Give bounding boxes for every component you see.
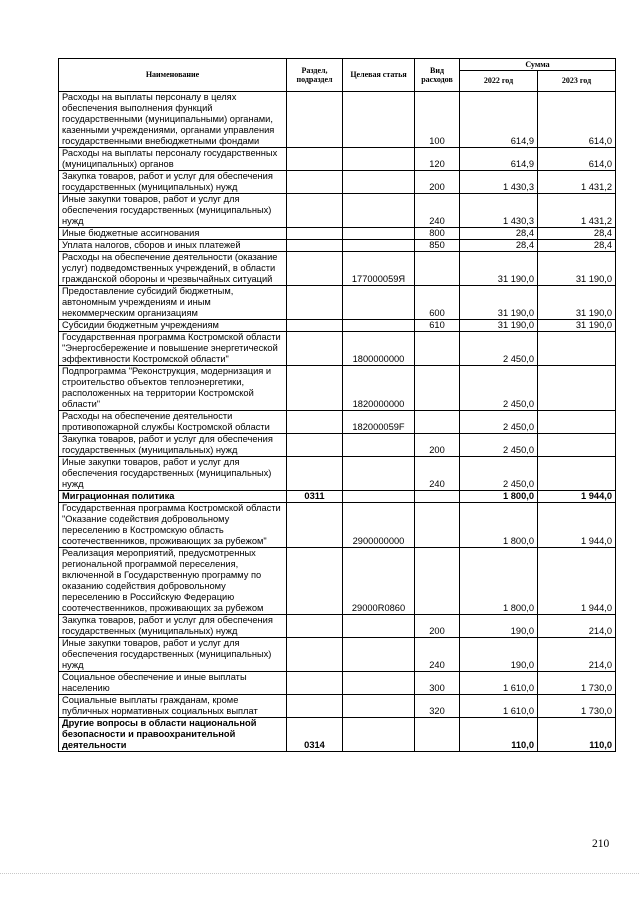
row-name: Реализация мероприятий, предусмотренных региональной программой переселения, включенной в Государственную программу по оказанию содействия добровольному переселению в Российскую Федерацию соотечественников, проживающих за рубежом — [59, 548, 287, 615]
row-target: 177000059Я — [343, 252, 415, 286]
row-sum-2023: 110,0 — [538, 718, 616, 752]
row-expense-type — [415, 332, 460, 366]
row-sum-2022: 1 430,3 — [460, 194, 538, 228]
row-sum-2022: 31 190,0 — [460, 286, 538, 320]
row-name: Закупка товаров, работ и услуг для обеспечения государственных (муниципальных) нужд — [59, 615, 287, 638]
row-section — [287, 194, 343, 228]
row-section — [287, 434, 343, 457]
row-section: 0311 — [287, 491, 343, 503]
table-row — [59, 286, 616, 320]
row-expense-type: 300 — [415, 672, 460, 695]
row-sum-2022: 614,9 — [460, 148, 538, 171]
row-section — [287, 252, 343, 286]
row-target — [343, 457, 415, 491]
row-target — [343, 171, 415, 194]
row-sum-2022: 110,0 — [460, 718, 538, 752]
row-expense-type — [415, 718, 460, 752]
row-sum-2023: 31 190,0 — [538, 286, 616, 320]
header-name: Наименование — [59, 59, 287, 92]
row-expense-type: 200 — [415, 434, 460, 457]
row-expense-type: 200 — [415, 615, 460, 638]
table-row — [59, 171, 616, 194]
row-expense-type: 600 — [415, 286, 460, 320]
row-sum-2023: 28,4 — [538, 240, 616, 252]
row-sum-2023: 31 190,0 — [538, 320, 616, 332]
row-sum-2022: 31 190,0 — [460, 320, 538, 332]
row-section — [287, 695, 343, 718]
row-sum-2022: 1 610,0 — [460, 672, 538, 695]
row-target: 182000059F — [343, 411, 415, 434]
row-name: Расходы на обеспечение деятельности противопожарной службы Костромской области — [59, 411, 287, 434]
row-expense-type: 100 — [415, 92, 460, 148]
table-row — [59, 332, 616, 366]
row-section — [287, 240, 343, 252]
row-target: 1800000000 — [343, 332, 415, 366]
row-section — [287, 638, 343, 672]
row-target — [343, 320, 415, 332]
header-sum: Сумма — [460, 59, 616, 71]
row-section: 0314 — [287, 718, 343, 752]
row-sum-2022: 1 430,3 — [460, 171, 538, 194]
row-sum-2023: 614,0 — [538, 148, 616, 171]
table-row — [59, 548, 616, 615]
row-section — [287, 92, 343, 148]
row-target — [343, 672, 415, 695]
row-sum-2022: 2 450,0 — [460, 366, 538, 411]
row-name: Государственная программа Костромской области "Энергосбережение и повышение энергетической эффективности Костромской области" — [59, 332, 287, 366]
row-expense-type — [415, 252, 460, 286]
row-name: Другие вопросы в области национальной безопасности и правоохранительной деятельности — [59, 718, 287, 752]
row-name: Иные закупки товаров, работ и услуг для обеспечения государственных (муниципальных) нужд — [59, 194, 287, 228]
table-row — [59, 320, 616, 332]
header-section: Раздел, подраздел — [287, 59, 343, 92]
row-section — [287, 332, 343, 366]
row-sum-2022: 28,4 — [460, 240, 538, 252]
row-target — [343, 638, 415, 672]
row-name: Социальное обеспечение и иные выплаты населению — [59, 672, 287, 695]
row-section — [287, 548, 343, 615]
table-row — [59, 615, 616, 638]
table-row — [59, 366, 616, 411]
row-expense-type: 320 — [415, 695, 460, 718]
row-target — [343, 615, 415, 638]
row-target: 29000R0860 — [343, 548, 415, 615]
budget-table — [58, 58, 616, 752]
row-target: 2900000000 — [343, 503, 415, 548]
row-sum-2022: 1 800,0 — [460, 548, 538, 615]
row-target — [343, 194, 415, 228]
row-sum-2022: 2 450,0 — [460, 457, 538, 491]
row-sum-2023: 1 944,0 — [538, 503, 616, 548]
table-row — [59, 92, 616, 148]
table-body — [59, 92, 616, 752]
header-target: Целевая статья — [343, 59, 415, 92]
row-sum-2023: 214,0 — [538, 615, 616, 638]
table-row — [59, 718, 616, 752]
table-row — [59, 434, 616, 457]
row-name: Уплата налогов, сборов и иных платежей — [59, 240, 287, 252]
row-sum-2023 — [538, 457, 616, 491]
table-row — [59, 695, 616, 718]
header-expense-type: Вид расходов — [415, 59, 460, 92]
row-expense-type — [415, 366, 460, 411]
row-name: Предоставление субсидий бюджетным, автономным учреждениям и иным некоммерческим организациям — [59, 286, 287, 320]
row-name: Расходы на выплаты персоналу в целях обеспечения выполнения функций государственными (муниципальными) органами, казенными учреждениями, органами управления государственными внебюджетными фондами — [59, 92, 287, 148]
row-sum-2022: 31 190,0 — [460, 252, 538, 286]
row-sum-2022: 614,9 — [460, 92, 538, 148]
row-sum-2022: 2 450,0 — [460, 434, 538, 457]
row-sum-2023: 1 944,0 — [538, 491, 616, 503]
row-sum-2022: 2 450,0 — [460, 411, 538, 434]
page-number: 210 — [592, 838, 610, 850]
row-sum-2023: 1 431,2 — [538, 194, 616, 228]
table-row — [59, 194, 616, 228]
row-name: Государственная программа Костромской области "Оказание содействия добровольному переселению в Костромскую область соотечественников, проживающих за рубежом" — [59, 503, 287, 548]
row-target — [343, 491, 415, 503]
row-name: Иные бюджетные ассигнования — [59, 228, 287, 240]
table-row — [59, 252, 616, 286]
row-target — [343, 434, 415, 457]
header-year-2023: 2023 год — [538, 71, 616, 92]
table-row — [59, 148, 616, 171]
row-name: Расходы на обеспечение деятельности (оказание услуг) подведомственных учреждений, в области гражданской обороны и чрезвычайных ситуаций — [59, 252, 287, 286]
row-section — [287, 672, 343, 695]
row-expense-type: 240 — [415, 457, 460, 491]
row-expense-type — [415, 491, 460, 503]
row-sum-2022: 190,0 — [460, 638, 538, 672]
table-row — [59, 672, 616, 695]
table-row — [59, 411, 616, 434]
row-section — [287, 171, 343, 194]
row-sum-2023: 31 190,0 — [538, 252, 616, 286]
row-section — [287, 228, 343, 240]
row-expense-type: 850 — [415, 240, 460, 252]
row-expense-type — [415, 411, 460, 434]
row-sum-2023 — [538, 332, 616, 366]
row-name: Социальные выплаты гражданам, кроме публичных нормативных социальных выплат — [59, 695, 287, 718]
row-expense-type: 800 — [415, 228, 460, 240]
row-section — [287, 411, 343, 434]
row-sum-2023 — [538, 434, 616, 457]
header-year-2022: 2022 год — [460, 71, 538, 92]
row-name: Расходы на выплаты персоналу государственных (муниципальных) органов — [59, 148, 287, 171]
row-name: Закупка товаров, работ и услуг для обеспечения государственных (муниципальных) нужд — [59, 434, 287, 457]
row-section — [287, 457, 343, 491]
page-bottom-divider — [0, 873, 639, 874]
row-target — [343, 148, 415, 171]
row-target — [343, 240, 415, 252]
row-sum-2022: 2 450,0 — [460, 332, 538, 366]
row-name: Субсидии бюджетным учреждениям — [59, 320, 287, 332]
table-row — [59, 503, 616, 548]
table-row — [59, 240, 616, 252]
row-name: Закупка товаров, работ и услуг для обеспечения государственных (муниципальных) нужд — [59, 171, 287, 194]
row-sum-2023: 214,0 — [538, 638, 616, 672]
table-row — [59, 491, 616, 503]
row-sum-2023: 1 944,0 — [538, 548, 616, 615]
row-sum-2023: 614,0 — [538, 92, 616, 148]
row-sum-2022: 1 800,0 — [460, 503, 538, 548]
row-expense-type: 610 — [415, 320, 460, 332]
row-section — [287, 615, 343, 638]
row-sum-2022: 1 800,0 — [460, 491, 538, 503]
row-target — [343, 92, 415, 148]
row-expense-type: 240 — [415, 638, 460, 672]
table-row — [59, 638, 616, 672]
table-row — [59, 457, 616, 491]
row-target — [343, 228, 415, 240]
row-expense-type: 200 — [415, 171, 460, 194]
row-section — [287, 320, 343, 332]
row-name: Иные закупки товаров, работ и услуг для обеспечения государственных (муниципальных) нужд — [59, 638, 287, 672]
row-sum-2023: 1 431,2 — [538, 171, 616, 194]
row-expense-type — [415, 548, 460, 615]
row-sum-2023 — [538, 366, 616, 411]
row-target — [343, 695, 415, 718]
row-name: Миграционная политика — [59, 491, 287, 503]
row-name: Иные закупки товаров, работ и услуг для обеспечения государственных (муниципальных) нужд — [59, 457, 287, 491]
row-expense-type: 120 — [415, 148, 460, 171]
row-sum-2022: 190,0 — [460, 615, 538, 638]
row-expense-type — [415, 503, 460, 548]
row-sum-2023: 1 730,0 — [538, 672, 616, 695]
row-sum-2023: 1 730,0 — [538, 695, 616, 718]
row-sum-2022: 1 610,0 — [460, 695, 538, 718]
row-section — [287, 366, 343, 411]
row-section — [287, 503, 343, 548]
row-section — [287, 148, 343, 171]
row-section — [287, 286, 343, 320]
row-target: 1820000000 — [343, 366, 415, 411]
row-target — [343, 718, 415, 752]
row-sum-2022: 28,4 — [460, 228, 538, 240]
table-row — [59, 228, 616, 240]
row-sum-2023: 28,4 — [538, 228, 616, 240]
row-sum-2023 — [538, 411, 616, 434]
row-name: Подпрограмма "Реконструкция, модернизация и строительство объектов теплоэнергетики, расположенных на территории Костромской области" — [59, 366, 287, 411]
row-target — [343, 286, 415, 320]
row-expense-type: 240 — [415, 194, 460, 228]
